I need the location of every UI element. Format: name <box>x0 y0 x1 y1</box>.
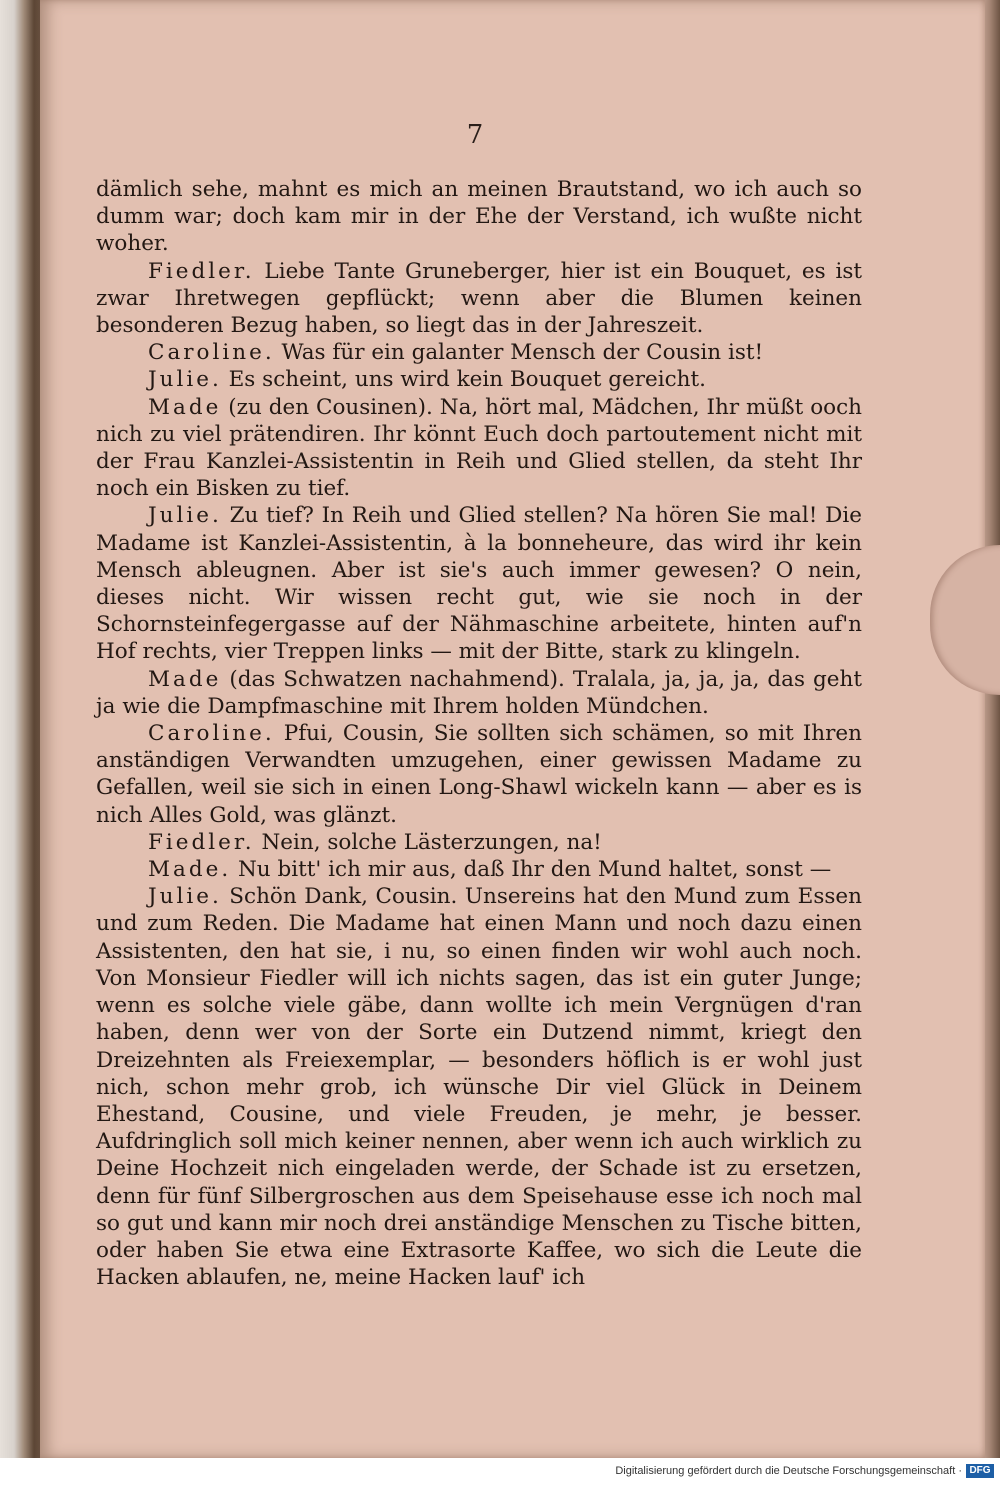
paragraph-text: Es scheint, uns wird kein Bouquet gereicht. <box>221 367 707 393</box>
footer-credit: Digitalisierung gefördert durch die Deutsche Forschungsgemeinschaft · <box>615 1465 962 1477</box>
page-text <box>96 176 862 1291</box>
paragraph-text: Was für ein galanter Mensch der Cousin ist! <box>274 340 764 366</box>
paragraph <box>96 339 862 366</box>
speaker-name: Fiedler. <box>148 258 255 284</box>
paragraph-text: dämlich sehe, mahnt es mich an meinen Brautstand, wo ich auch so dumm war; doch kam mir in der Ehe der Verstand, ich wußte nicht woher. <box>96 177 862 257</box>
page-number: 7 <box>466 120 484 150</box>
paragraph-text: Schön Dank, Cousin. Unsereins hat den Mund zum Essen und zum Reden. Die Madame hat einen Mann und noch dazu einen Assistenten, den hat sie, i nu, so einen finden wir wohl auch noch. Von Monsieur Fiedler will ich nichts sagen, das ist ein guter Junge; wenn es solche viele gäbe, dann wollte ich mein Vergnügen d'ran haben, denn wer von der Sorte ein Dutzend nimmt, kriegt den Dreizehnten als Freiexemplar, — besonders höflich is er wohl just nich, schon mehr grob, ich wünsche Dir viel Glück in Deinem Ehestand, Cousine, und viele Freuden, je mehr, je besser. Aufdringlich soll mich keiner nennen, aber wenn ich auch wirklich zu Deine Hochzeit nich eingeladen werde, der Schade ist zu ersetzen, denn für fünf Silbergroschen aus dem Speisehause esse ich noch mal so gut und kann mir noch drei anständige Menschen zu Tische bitten, oder haben Sie etwa eine Extrasorte Kaffee, wo sich die Leute die Hacken ablaufen, ne, meine Hacken lauf' ich <box>96 884 862 1291</box>
paragraph <box>96 366 862 393</box>
speaker-name: Made. <box>148 857 232 883</box>
paragraph <box>96 720 862 829</box>
paragraph-text: Nein, solche Lästerzungen, na! <box>254 829 602 855</box>
paragraph <box>96 666 862 720</box>
speaker-name: Made <box>148 666 222 692</box>
paragraph <box>96 258 862 340</box>
dfg-logo: DFG <box>966 1464 994 1478</box>
paragraph-text: Pfui, Cousin, Sie sollten sich schämen, so mit Ihren anständigen Verwandten umzugehen, einer gewissen Madame zu Gefallen, weil sie sich in einen Long-Shawl wickeln kann — aber es is nich Alles Gold, was glänzt. <box>96 721 862 828</box>
speaker-name: Julie. <box>148 503 222 529</box>
digitization-footer <box>0 1458 1000 1485</box>
speaker-name: Fiedler. <box>148 829 255 855</box>
paragraph-text: Zu tief? In Reih und Glied stellen? Na hören Sie mal! Die Madame ist Kanzlei-Assistentin, à la bonneheure, das wird ihr kein Mensch ableugnen. Aber ist sie's auch immer gewesen? O nein, dieses nicht. Wir wissen recht gut, wie sie noch in der Schornsteinfegergasse auf der Nähmaschine arbeitete, hinten auf'n Hof rechts, vier Treppen links — mit der Bitte, stark zu klingeln. <box>96 503 862 665</box>
paragraph <box>96 883 862 1291</box>
paragraph-text: (das Schwatzen nachahmend). Tralala, ja, ja, ja, das geht ja wie die Dampfmaschine mit Ihrem holden Mündchen. <box>96 666 862 719</box>
paragraph <box>96 856 862 883</box>
paragraph-text: (zu den Cousinen). Na, hört mal, Mädchen, Ihr müßt ooch nich zu viel prätendiren. Ihr könnt Euch doch partoutement nicht mit der Frau Kanzlei-Assistentin in Reih und Glied stellen, da steht Ihr noch ein Bisken zu tief. <box>96 394 862 502</box>
paragraph <box>96 829 862 856</box>
paragraph <box>96 176 862 258</box>
paragraph-text: Nu bitt' ich mir aus, daß Ihr den Mund haltet, sonst — <box>231 857 832 883</box>
thumb-notch <box>930 545 1000 695</box>
book-spine <box>0 0 42 1460</box>
speaker-name: Julie. <box>148 367 222 393</box>
paragraph <box>96 394 862 503</box>
speaker-name: Made <box>148 394 222 420</box>
speaker-name: Caroline. <box>148 721 275 747</box>
speaker-name: Julie. <box>148 884 222 910</box>
paragraph <box>96 502 862 665</box>
speaker-name: Caroline. <box>148 340 275 366</box>
paragraph-text: Liebe Tante Gruneberger, hier ist ein Bouquet, es ist zwar Ihretwegen gepflückt; wenn aber die Blumen keinen besonderen Bezug haben, so liegt das in der Jahreszeit. <box>96 258 862 339</box>
